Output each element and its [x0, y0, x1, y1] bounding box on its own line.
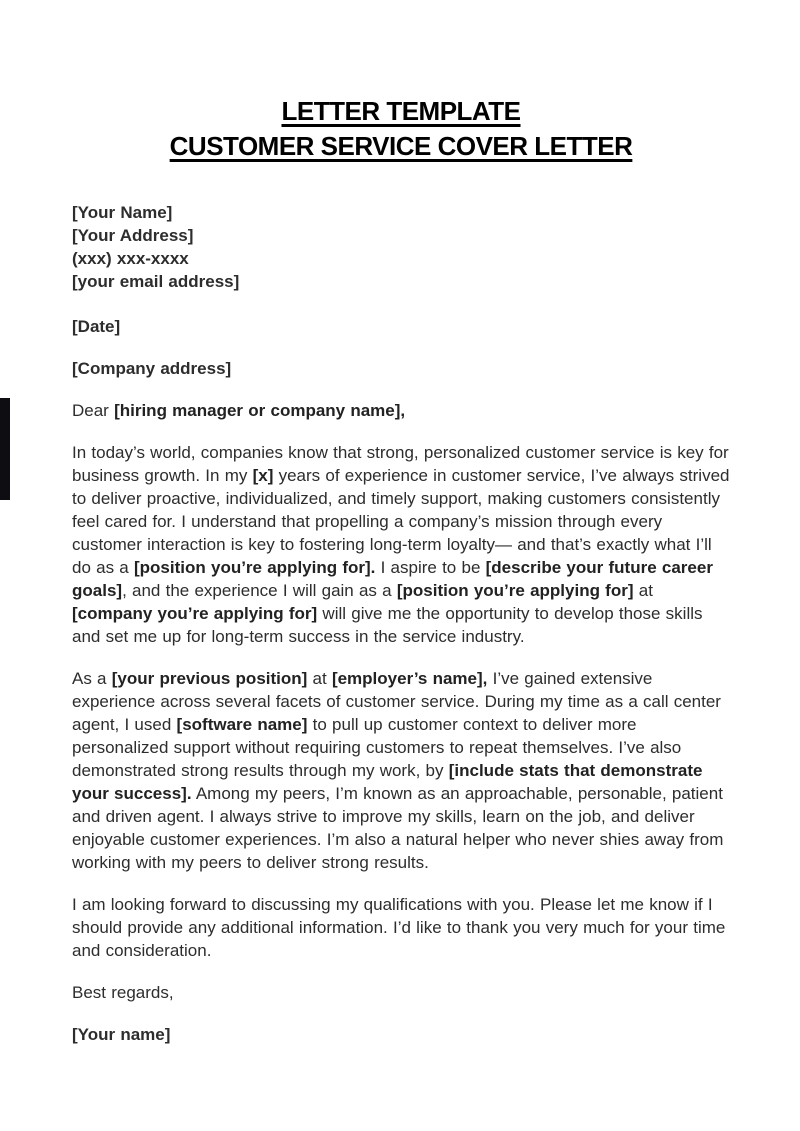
- body-text-run: I am looking forward to discussing my qualifications with you. Please let me know if I should provide any additional information. I’d like to thank you very much for your time and consideration.: [72, 895, 726, 960]
- sender-phone: (xxx) xxx-xxxx: [72, 249, 189, 268]
- date-line: [Date]: [72, 317, 121, 336]
- placeholder-text: [employer’s name],: [331, 669, 488, 688]
- body-text-run: Among my peers, I’m known as an approachable, personable, patient and driven agent. I always strive to improve my skills, learn on the job, and deliver enjoyable customer experiences. I’m also a natural helper who never shies away from working with my peers to deliver strong results.: [72, 784, 724, 872]
- body-text-run: Dear: [72, 401, 115, 420]
- placeholder-text: [company you’re applying for]: [72, 604, 318, 623]
- placeholder-text: [software name]: [176, 715, 308, 734]
- body-text-run: I’ve gained extensive experience across several facets of customer service. During my time as a call center agent, I used: [72, 669, 721, 734]
- placeholder-text: [position you’re applying for]: [396, 581, 634, 600]
- body-text-run: In today’s world, companies know that strong, personalized customer service is key for business growth. In my: [72, 443, 729, 485]
- page-title-line1: LETTER TEMPLATE: [281, 96, 521, 126]
- sender-block: [72, 201, 730, 293]
- body-text-run: at: [307, 669, 332, 688]
- closing-line: Best regards,: [72, 983, 174, 1002]
- body-text-run: years of experience in customer service, I’ve always strived to deliver proactive, individualized, and timely support, making customers consistently feel cared for. I understand that propelling a company’s mission through every customer interaction is key to fostering long-term loyalty— and that’s exactly what I’ll do as a: [72, 466, 730, 577]
- letter-title-block: [72, 94, 730, 164]
- page-edge-artifact: [0, 398, 10, 500]
- letter-content: [72, 0, 730, 1046]
- letter-paragraph-1: [72, 441, 730, 648]
- placeholder-text: [include stats that demonstrate your success].: [72, 761, 703, 803]
- body-text-run: will give me the opportunity to develop those skills and set me up for long-term success in the service industry.: [72, 604, 703, 646]
- letter-paragraph-3: [72, 893, 730, 962]
- body-text-run: , and the experience I will gain as a: [122, 581, 397, 600]
- sender-name: [Your Name]: [72, 203, 173, 222]
- letter-paragraph-2: [72, 667, 730, 874]
- placeholder-text: [describe your future career goals]: [72, 558, 713, 600]
- salutation: [72, 399, 730, 422]
- sender-address: [Your Address]: [72, 226, 194, 245]
- placeholder-text: [x]: [252, 466, 274, 485]
- page-title-line2: CUSTOMER SERVICE COVER LETTER: [169, 131, 633, 161]
- placeholder-text: [position you’re applying for].: [134, 558, 376, 577]
- sender-email: [your email address]: [72, 272, 240, 291]
- body-text-run: at: [633, 581, 653, 600]
- body-text-run: I aspire to be: [375, 558, 486, 577]
- body-text-run: As a: [72, 669, 112, 688]
- body-text-run: to pull up customer context to deliver more personalized support without requiring customers to repeat themselves. I’ve also demonstrated strong results through my work, by: [72, 715, 682, 780]
- signature-line: [Your name]: [72, 1025, 171, 1044]
- placeholder-text: [your previous position]: [111, 669, 308, 688]
- company-address-line: [Company address]: [72, 359, 232, 378]
- placeholder-text: [hiring manager or company name],: [114, 401, 406, 420]
